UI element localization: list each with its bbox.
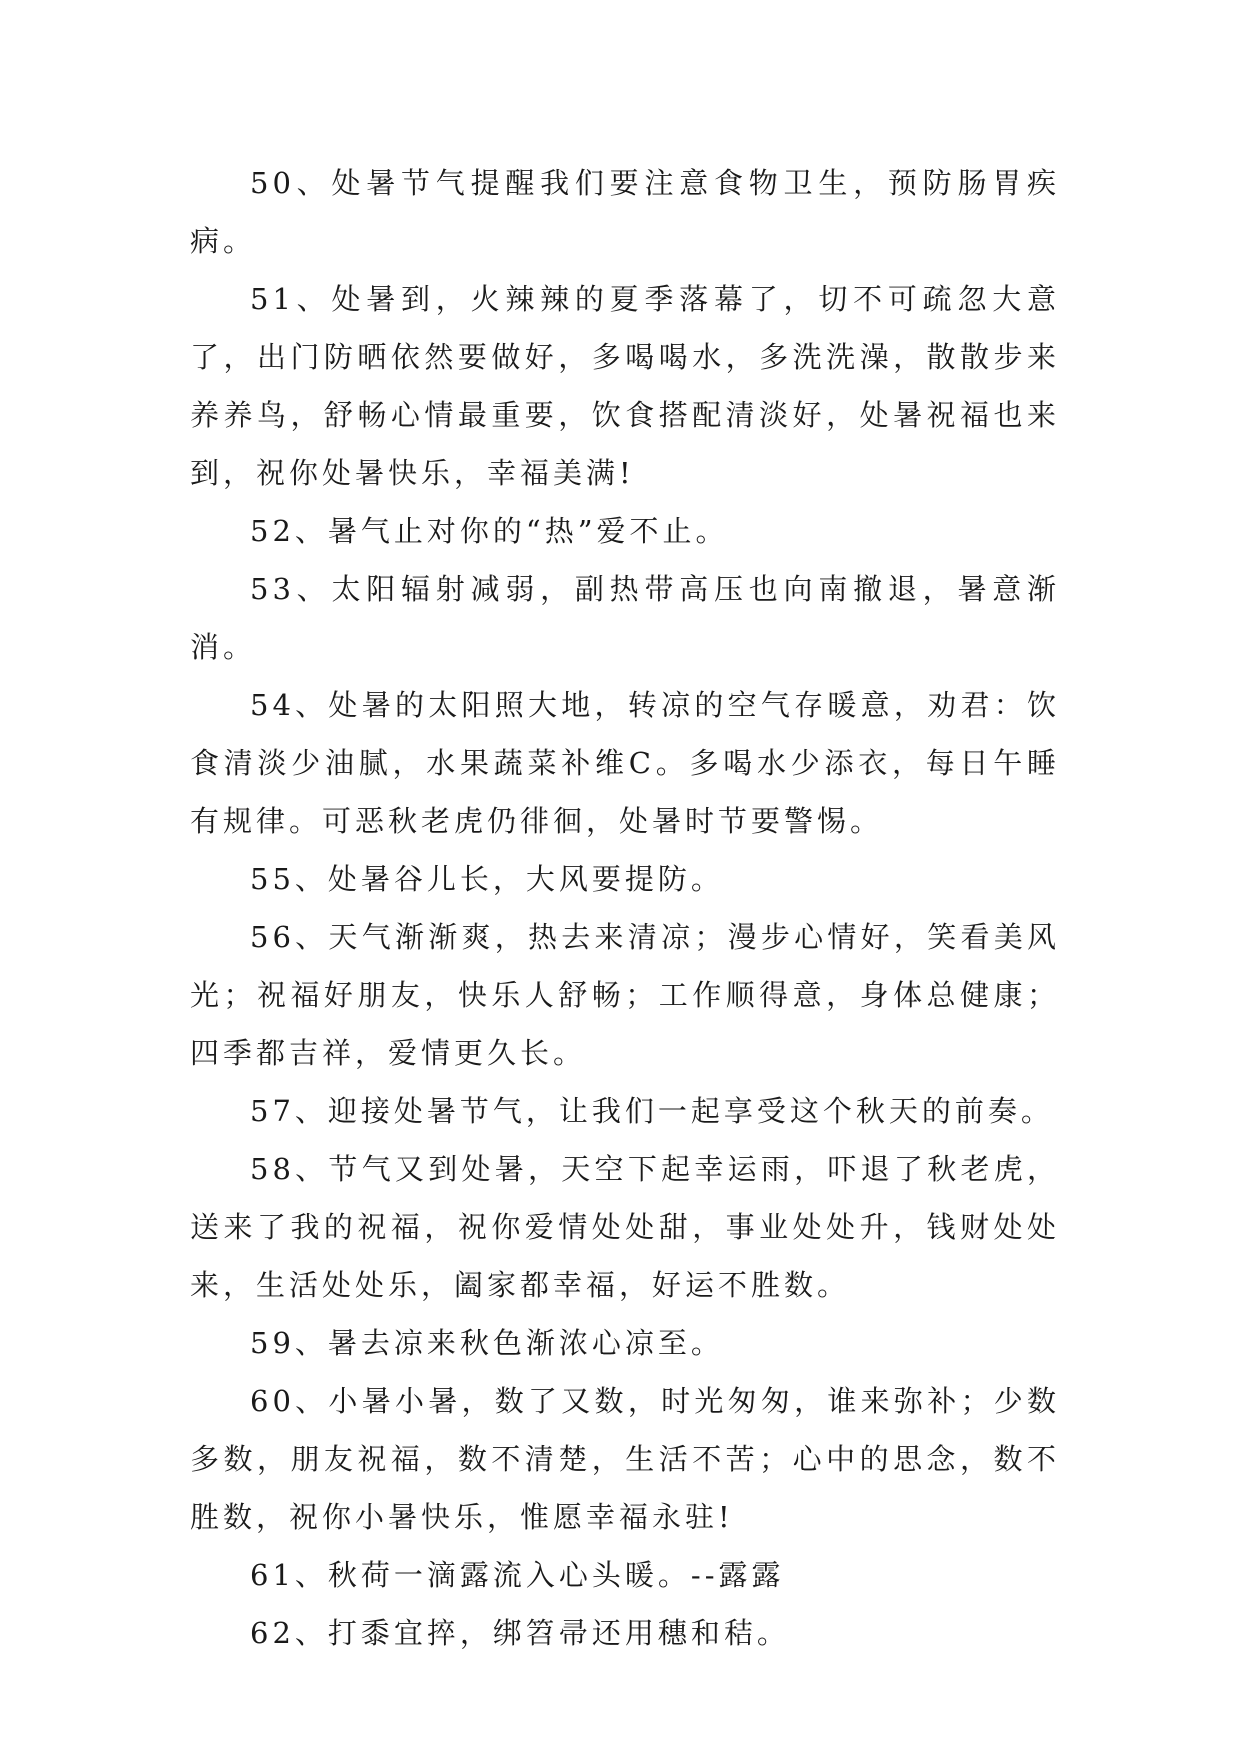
paragraph-62: 62、打黍宜捽，绑笤帚还用穗和秸。: [250, 1616, 790, 1650]
paragraph-52: 52、暑气止对你的“热”爱不止。: [250, 514, 729, 548]
paragraph-60: 60、小暑小暑，数了又数，时光匆匆，谁来弥补；少数多数，朋友祝福，数不清楚，生活不苦；心中的思念，数不胜数，祝你小暑快乐，惟愿幸福永驻!: [190, 1384, 1060, 1534]
paragraph-61: 61、秋荷一滴露流入心头暖。--露露: [250, 1558, 785, 1592]
paragraph-57: 57、迎接处暑节气，让我们一起享受这个秋天的前奏。: [250, 1094, 1054, 1128]
paragraph-51: 51、处暑到，火辣辣的夏季落幕了，切不可疏忽大意了，出门防晒依然要做好，多喝喝水，多洗洗澡，散散步来养养鸟，舒畅心情最重要，饮食搭配清淡好，处暑祝福也来到，祝你处暑快乐，幸福美满!: [190, 282, 1060, 490]
paragraph-55: 55、处暑谷儿长，大风要提防。: [250, 862, 724, 896]
paragraph-54: 54、处暑的太阳照大地，转凉的空气存暖意，劝君：饮食清淡少油腻，水果蔬菜补维C。多喝水少添衣，每日午睡有规律。可恶秋老虎仍徘徊，处暑时节要警惕。: [190, 688, 1060, 838]
paragraph-53: 53、太阳辐射减弱，副热带高压也向南撤退，暑意渐消。: [190, 572, 1060, 664]
paragraph-58: 58、节气又到处暑，天空下起幸运雨，吓退了秋老虎，送来了我的祝福，祝你爱情处处甜，事业处处升，钱财处处来，生活处处乐，阖家都幸福，好运不胜数。: [190, 1152, 1060, 1302]
paragraph-56: 56、天气渐渐爽，热去来清凉；漫步心情好，笑看美风光；祝福好朋友，快乐人舒畅；工作顺得意，身体总健康；四季都吉祥，爱情更久长。: [190, 920, 1060, 1070]
paragraph-50: 50、处暑节气提醒我们要注意食物卫生，预防肠胃疾病。: [190, 166, 1060, 258]
document-body: [190, 154, 1060, 1662]
paragraph-59: 59、暑去凉来秋色渐浓心凉至。: [250, 1326, 724, 1360]
